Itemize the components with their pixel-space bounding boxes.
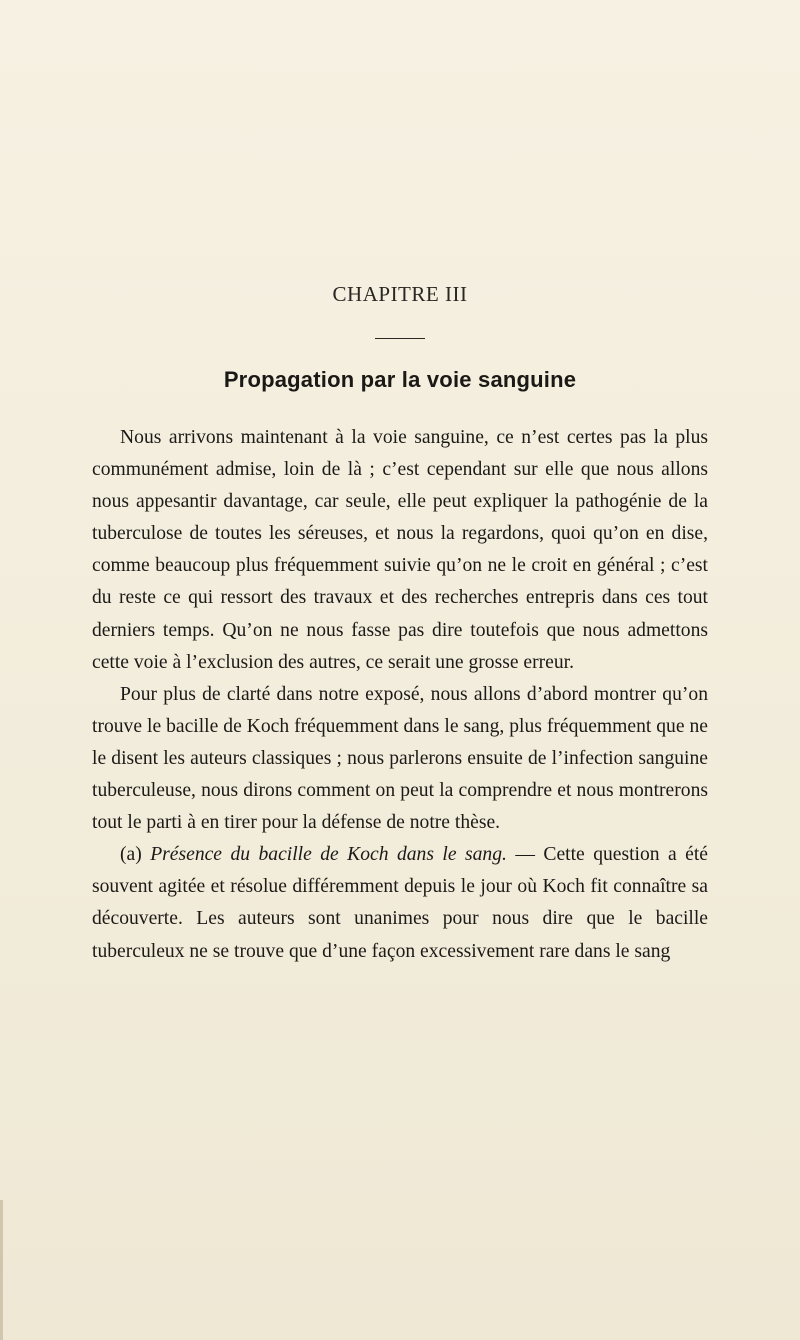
- heading-divider: [375, 338, 425, 339]
- chapter-heading: CHAPITRE III: [332, 282, 468, 306]
- subsection-heading: Présence du bacille de Koch dans le sang.: [150, 844, 507, 866]
- paragraph-3: [92, 839, 708, 967]
- subsection-text: — Cette question a été souvent agitée et résolue différemment depuis le jour où Koch fit connaître sa découverte. Les auteurs sont unanimes pour nous dire que le bacille tuberculeux ne se trouve que d’une façon excessivement rare dans le sang: [92, 844, 709, 962]
- paragraph-2: Pour plus de clarté dans notre exposé, nous allons d’abord montrer qu’on trouve le bacille de Koch fréquemment dans le sang, plus fréquemment que ne le disent les auteurs classiques ; nous parlerons ensuite de l’infection sanguine tuberculeuse, nous dirons comment on peut la comprendre et nous montrerons tout le parti à en tirer pour la défense de notre thèse.: [92, 683, 708, 834]
- page-edge-shadow: [0, 1200, 3, 1340]
- paragraph-1: Nous arrivons maintenant à la voie sanguine, ce n’est certes pas la plus communément admise, loin de là ; c’est cependant sur elle que nous allons nous appesantir davantage, car seule, elle peut expliquer la pathogénie de la tuberculose de toutes les séreuses, et nous la regardons, quoi qu’on en dise, comme beaucoup plus fréquemment suivie qu’on ne le croit en général ; c’est du reste ce qui ressort des travaux et des recherches entrepris dans ces tout derniers temps. Qu’on ne nous fasse pas dire toutefois que nous admettons cette voie à l’exclusion des autres, ce serait une grosse erreur.: [92, 427, 708, 673]
- section-title: Propagation par la voie sanguine: [223, 367, 577, 392]
- subsection-label: (a): [120, 844, 142, 866]
- body-text: [92, 422, 708, 968]
